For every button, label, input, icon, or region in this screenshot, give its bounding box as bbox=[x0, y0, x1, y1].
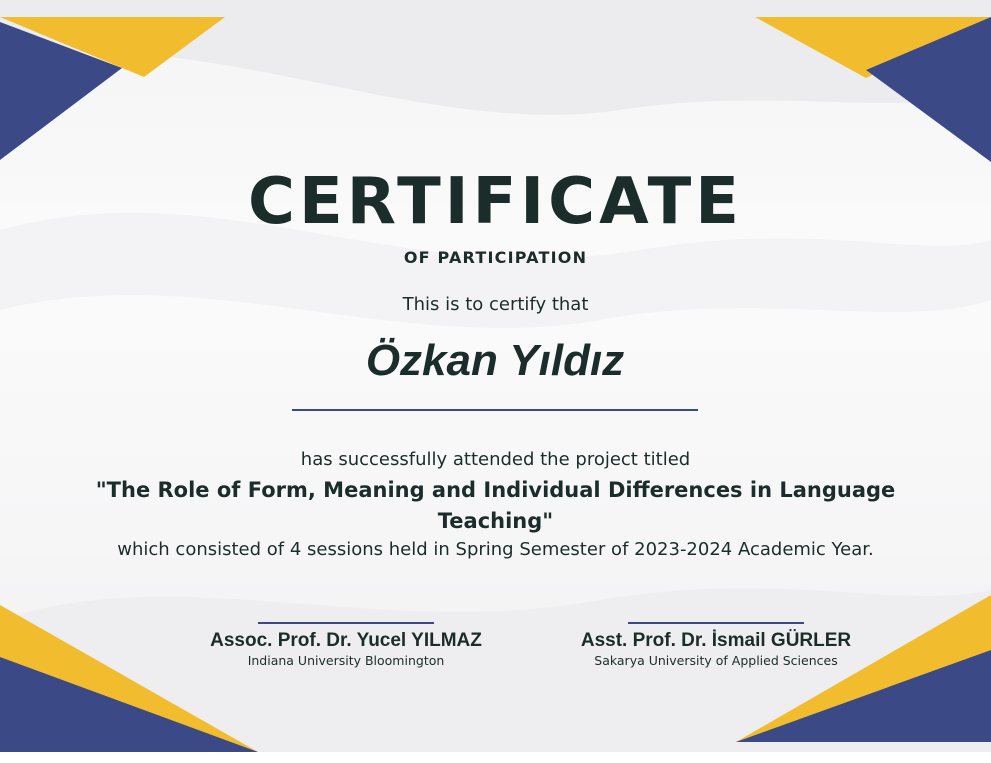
certificate-title: CERTIFICATE bbox=[248, 165, 743, 239]
signature-line bbox=[628, 622, 804, 624]
signatory-affiliation: Indiana University Bloomington bbox=[247, 652, 445, 668]
certify-text: This is to certify that bbox=[402, 294, 589, 315]
signature-block-left bbox=[190, 622, 502, 668]
signatory-affiliation: Sakarya University of Applied Sciences bbox=[594, 652, 838, 668]
signatory-name: Asst. Prof. Dr. İsmail GÜRLER bbox=[580, 629, 852, 651]
attended-text: has successfully attended the project titled bbox=[300, 449, 691, 470]
signature-block-right bbox=[560, 622, 872, 668]
bottom-strip bbox=[0, 752, 991, 763]
signatory-name: Assoc. Prof. Dr. Yucel YILMAZ bbox=[210, 629, 482, 651]
sessions-text: which consisted of 4 sessions held in Spring Semester of 2023-2024 Academic Year. bbox=[117, 539, 874, 560]
certificate-subtitle: OF PARTICIPATION bbox=[403, 248, 588, 267]
signature-line bbox=[258, 622, 434, 624]
recipient-name: Özkan Yıldız bbox=[365, 336, 625, 385]
recipient-underline bbox=[292, 409, 698, 411]
project-title: "The Role of Form, Meaning and Individual Differences in Language Teaching" bbox=[95, 478, 896, 533]
